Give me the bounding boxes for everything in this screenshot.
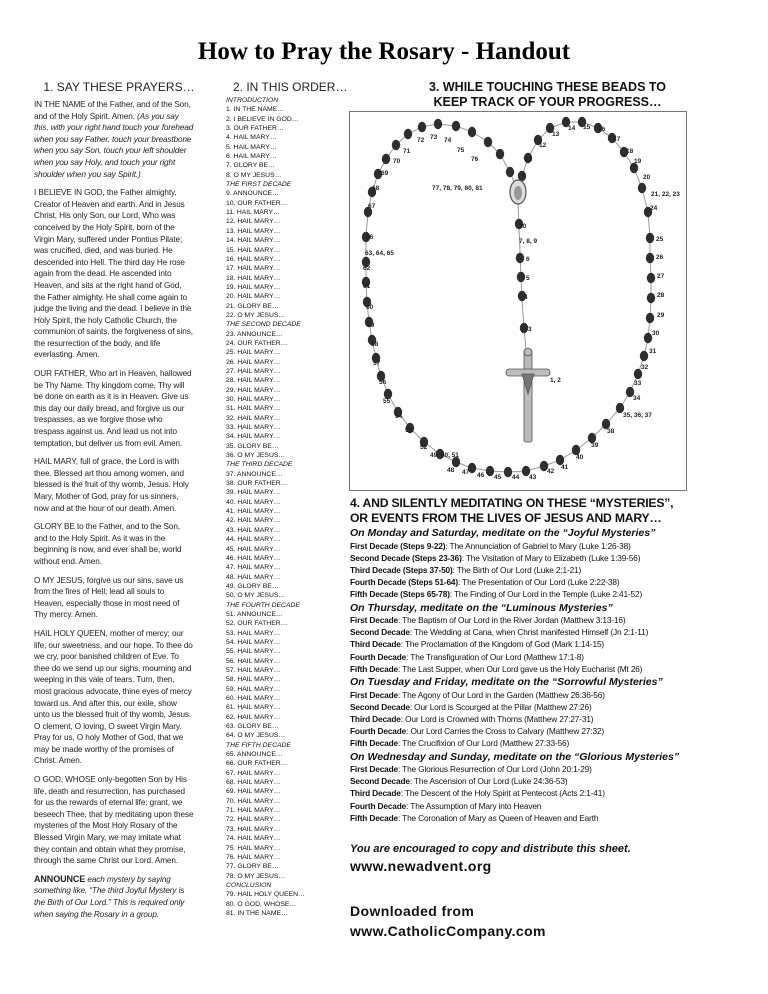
mystery-decade-line <box>350 663 760 675</box>
order-step: 12. HAIL MARY… <box>226 218 281 226</box>
order-step: 76. HAIL MARY… <box>226 853 281 861</box>
decade-label: Fifth Decade <box>350 663 398 674</box>
bead-number-label: 49, 50, 51 <box>430 452 459 459</box>
order-step: 65. ANNOUNCE… <box>226 751 283 759</box>
bead-number-label: 39 <box>591 442 599 449</box>
order-step: 48. HAIL MARY… <box>226 573 281 581</box>
bead-number-label: 18 <box>626 148 634 155</box>
order-step: 29. HAIL MARY… <box>226 386 281 394</box>
order-step: 79. HAIL HOLY QUEEN… <box>226 891 305 899</box>
mystery-decade-line <box>350 725 760 737</box>
decade-mystery-text: : The Last Supper, when Our Lord gave us the Holy Eucharist (Mt 26) <box>398 663 643 674</box>
bead-number-label: 26 <box>656 254 664 261</box>
order-step: 19. HAIL MARY… <box>226 283 281 291</box>
bead-number-label: 40 <box>576 454 584 461</box>
bead-number-label: 47 <box>462 469 470 476</box>
decade-mystery-text: : The Wedding at Cana, when Christ manifested Himself (Jn 2:1-11) <box>409 627 649 638</box>
order-step: 23. ANNOUNCE… <box>226 330 283 338</box>
decade-label: Fourth Decade <box>350 800 407 811</box>
bead-number-label: 5 <box>526 275 530 282</box>
mystery-decade-line <box>350 638 760 650</box>
mystery-decade-line <box>350 626 760 638</box>
order-step: 57. HAIL MARY… <box>226 666 281 674</box>
order-step: 10. OUR FATHER… <box>226 199 288 207</box>
decade-label: Fourth Decade (Steps 51-64) <box>350 577 458 588</box>
bead-number-label: 12 <box>539 142 547 149</box>
decade-mystery-text: : The Presentation of Our Lord (Luke 2:22-38) <box>458 577 620 588</box>
decade-mystery-text: : The Crucifixion of Our Lord (Matthew 27:33-56) <box>398 738 570 749</box>
bead-number-label: 62 <box>363 265 371 272</box>
prayer-name: IN THE NAME <box>34 100 86 109</box>
order-step: 38. OUR FATHER… <box>226 480 288 488</box>
bead-number-label: 32 <box>641 364 649 371</box>
order-section-heading: THE FIRST DECADE <box>226 181 292 189</box>
prayer-paragraph <box>34 521 194 567</box>
bead-number-label: 7, 8, 9 <box>519 238 538 245</box>
decade-mystery-text: : Our Lord is Scourged at the Pillar (Matthew 27:26) <box>409 701 592 712</box>
order-step: 2. I BELIEVE IN GOD… <box>226 115 299 123</box>
catholiccompany-link[interactable]: www.CatholicCompany.com <box>350 923 546 939</box>
order-step: 63. GLORY BE… <box>226 723 279 731</box>
prayer-text: of the Father, and of the Son, and of the Holy Spirit. Amen. <box>34 100 191 121</box>
bead-number-label: 10 <box>519 223 527 230</box>
decade-mystery-text: : The Annunciation of Gabriel to Mary (Luke 1:26-38) <box>445 540 631 551</box>
bead-number-label: 59 <box>367 322 375 329</box>
bead-number-label: 52 <box>420 444 428 451</box>
decade-label: Third Decade (Steps 37-50) <box>350 564 453 575</box>
bead-number-label: 31 <box>649 348 657 355</box>
bead-number-label: 72 <box>417 137 425 144</box>
order-step: 39. HAIL MARY… <box>226 489 281 497</box>
rosary-diagram <box>349 111 687 491</box>
mystery-decade-line <box>350 800 760 812</box>
bead-number-label: 3 <box>528 326 532 333</box>
order-step: 40. HAIL MARY… <box>226 498 281 506</box>
bead-number-label: 1, 2 <box>550 377 561 384</box>
decade-label: First Decade (Steps 9-22) <box>350 540 446 551</box>
order-step: 14. HAIL MARY… <box>226 237 281 245</box>
order-heading: 2. IN THIS ORDER… <box>233 80 348 94</box>
mystery-decade-line <box>350 540 760 552</box>
order-step: 3. OUR FATHER… <box>226 125 284 133</box>
mystery-group-title: On Thursday, meditate on the “Luminous Mysteries” <box>350 601 613 614</box>
beads-heading-line2: KEEP TRACK OF YOUR PROGRESS… <box>433 95 662 109</box>
bead-number-label: 30 <box>652 330 660 337</box>
bead-number-label: 58 <box>371 341 379 348</box>
prayer-text: to the Father, and to the Son, and to the Holy Spirit. As it was in the beginning is now, and ever shall be, world without end. Amen. <box>34 522 182 566</box>
prayers-list <box>34 99 194 920</box>
bead-number-label: 45 <box>494 474 502 481</box>
mystery-groups <box>350 527 760 824</box>
order-step: 67. HAIL MARY… <box>226 769 281 777</box>
order-step: 7. GLORY BE… <box>226 162 275 170</box>
prayer-text: , full of grace, the Lord is with thee. Blessed art thou among women, and blessed is the fruit of thy womb, Jesus. Holy Mary, Mother of God, pray for us sinners, now and at the hour of our death. Amen. <box>34 457 189 513</box>
order-list <box>226 96 336 918</box>
prayer-paragraph <box>34 99 194 180</box>
bead-number-label: 75 <box>457 147 465 154</box>
order-step: 74. HAIL MARY… <box>226 835 281 843</box>
decade-mystery-text: : The Finding of Our Lord in the Temple (Luke 2:41-52) <box>449 589 643 600</box>
order-step: 80. O GOD, WHOSE… <box>226 900 297 908</box>
decade-label: Fifth Decade (Steps 65-78) <box>350 589 450 600</box>
bead-number-label: 28 <box>657 292 665 299</box>
order-section-heading: THE SECOND DECADE <box>226 321 301 329</box>
bead-number-label: 74 <box>444 137 452 144</box>
bead-number-label: 19 <box>634 158 642 165</box>
bead-number-label: 53 <box>405 427 413 434</box>
prayer-name: O GOD, WHOSE <box>34 775 96 785</box>
order-step: 20. HAIL MARY… <box>226 293 281 301</box>
prayer-paragraph <box>34 774 194 867</box>
bead-number-label: 38 <box>607 428 615 435</box>
prayer-text: only-begotten Son by His life, death and resurrection, has purchased for us the rewards of eternal life; grant, we beseech Thee, that by meditating upon these mysteries of the Most Holy Rosary of the Blessed Virgin Mary, we may imitate what they contain and obtain what they promise, through the same Christ our Lord. Amen. <box>34 775 194 866</box>
prayer-text: , the Father almighty, Creator of Heaven and earth. And in Jesus Christ, His only Son, our Lord, Who was conceived by the Holy Spirit, born of the Virgin Mary, suffered under Pontius Pilate; was crucified, died, and was buried. He descended into Hell. The third day He rose again from the dead. He ascended into Heaven, and sits at the right hand of God, the Father almighty. He shall come again to judge the living and the dead. I believe in the Holy Spirit, the holy Catholic Church, the communion of saints, the forgiveness of sins, the resurrection of the body, and life everlasting. Amen. <box>34 188 193 360</box>
bead-number-label: 14 <box>568 125 576 132</box>
decade-mystery-text: : The Birth of Our Lord (Luke 2:1-21) <box>452 564 582 575</box>
bead-number-label: 70 <box>393 158 401 165</box>
order-step: 37. ANNOUNCE… <box>226 470 283 478</box>
bead-number-label: 54 <box>395 413 403 420</box>
order-step: 44. HAIL MARY… <box>226 536 281 544</box>
order-step: 64. O MY JESUS… <box>226 732 286 740</box>
decade-label: Fourth Decade <box>350 651 407 662</box>
order-step: 50. O MY JESUS… <box>226 592 286 600</box>
bead-number-label: 25 <box>656 236 664 243</box>
bead-number-label: 69 <box>381 170 389 177</box>
order-step: 9. ANNOUNCE… <box>226 190 279 198</box>
bead-number-label: 17 <box>613 136 621 143</box>
bead-number-label: 44 <box>512 474 520 481</box>
decade-label: Second Decade <box>350 776 410 787</box>
order-section-heading: THE THIRD DECADE <box>226 461 293 469</box>
prayers-heading: 1. SAY THESE PRAYERS… <box>43 80 195 94</box>
mystery-decade-line <box>350 552 760 564</box>
prayer-name: I BELIEVE IN GOD <box>34 188 103 198</box>
decade-label: Second Decade <box>350 701 410 712</box>
order-step: 60. HAIL MARY… <box>226 695 281 702</box>
bead-number-label: 63, 64, 65 <box>365 250 394 257</box>
decade-label: First Decade <box>350 689 399 700</box>
prayer-name: HAIL MARY <box>34 457 76 467</box>
prayer-text: , forgive us our sins, save us from the fires of Hell; lead all souls to Heaven, especially those in most need of Thy mercy. Amen. <box>34 575 184 620</box>
order-section-heading: THE FOURTH DECADE <box>226 601 300 609</box>
order-step: 45. HAIL MARY… <box>226 545 281 553</box>
bead-number-label: 13 <box>552 131 560 138</box>
mystery-group-title: On Wednesday and Sunday, meditate on the “Glorious Mysteries” <box>350 750 680 763</box>
order-step: 33. HAIL MARY… <box>226 424 281 432</box>
bead-number-label: 48 <box>447 467 455 474</box>
bead-number-label: 4 <box>524 294 528 301</box>
bead-number-label: 35, 36, 37 <box>623 412 652 419</box>
order-step: 81. IN THE NAME… <box>226 909 288 917</box>
rosary-beads-illustration <box>350 112 688 492</box>
order-step: 71. HAIL MARY… <box>226 807 281 815</box>
order-step: 75. HAIL MARY… <box>226 844 281 852</box>
decade-mystery-text: : The Agony of Our Lord in the Garden (Matthew 26:36-56) <box>398 689 605 700</box>
prayer-name: O MY JESUS <box>34 575 83 585</box>
order-step: 1. IN THE NAME… <box>226 106 285 114</box>
bead-number-label: 20 <box>643 174 651 181</box>
bead-number-label: 76 <box>471 156 479 163</box>
order-step: 61. HAIL MARY… <box>226 704 281 712</box>
mystery-decade-line <box>350 651 760 663</box>
mystery-decade-line <box>350 576 760 588</box>
bead-number-label: 6 <box>526 256 530 263</box>
decade-label: First Decade <box>350 615 399 626</box>
mystery-decade-line <box>350 713 760 725</box>
decade-mystery-text: : The Assumption of Mary into Heaven <box>406 800 542 811</box>
order-step: 55. HAIL MARY… <box>226 648 281 656</box>
order-step: 36. O MY JESUS… <box>226 452 286 460</box>
mystery-group-title: On Tuesday and Friday, meditate on the “Sorrowful Mysteries” <box>350 676 663 689</box>
order-step: 21. GLORY BE… <box>226 302 279 310</box>
decade-label: Fifth Decade <box>350 812 398 823</box>
copy-note: You are encouraged to copy and distribute this sheet. <box>350 843 631 855</box>
bead-number-label: 21, 22, 23 <box>651 191 680 198</box>
decade-mystery-text: : The Visitation of Mary to Elizabeth (Luke 1:39-56) <box>461 552 641 563</box>
order-section-heading: CONCLUSION <box>226 881 272 889</box>
bead-number-label: 60 <box>366 304 374 311</box>
order-step: 22. O MY JESUS… <box>226 311 286 319</box>
prayers-column <box>34 80 194 927</box>
announce-note <box>34 874 194 920</box>
order-step: 18. HAIL MARY… <box>226 274 281 282</box>
order-step: 47. HAIL MARY… <box>226 564 281 572</box>
order-step: 49. GLORY BE… <box>226 582 279 590</box>
decade-label: Fifth Decade <box>350 738 398 749</box>
bead-number-label: 71 <box>403 148 411 155</box>
beads-heading <box>405 80 690 110</box>
decade-label: First Decade <box>350 764 399 775</box>
beads-heading-line1: 3. WHILE TOUCHING THESE BEADS TO <box>428 80 667 94</box>
prayer-text: , mother of mercy; our life, our sweetness, and our hope. To thee do we cry, poor banished children of Eve. To thee do we send up our sighs, mourning and weeping in this vale of tears. Turn, then, most gracious advocate, thine eyes of mercy toward us. And after this, our exile, show unto us the blessed fruit of thy womb, Jesus. O clement, O loving, O sweet Virgin Mary. Pray for us, O holy Mother of God, that we may be made worthy of the promises of Christ. Amen. <box>34 628 193 766</box>
decade-label: Third Decade <box>350 639 401 650</box>
bead-number-label: 66 <box>366 234 374 241</box>
mysteries-heading-line2: OR EVENTS FROM THE LIVES OF JESUS AND MARY… <box>350 511 662 525</box>
bead-number-label: 29 <box>657 312 665 319</box>
order-step: 6. HAIL MARY… <box>226 153 277 161</box>
order-step: 27. HAIL MARY… <box>226 367 281 375</box>
order-step: 41. HAIL MARY… <box>226 508 281 516</box>
order-step: 73. HAIL MARY… <box>226 825 281 833</box>
order-section-heading: INTRODUCTION <box>226 97 279 104</box>
decade-mystery-text: : The Proclamation of the Kingdom of God (Mark 1:14-15) <box>400 639 605 650</box>
order-step: 58. HAIL MARY… <box>226 676 281 684</box>
decade-mystery-text: : The Glorious Resurrection of Our Lord (John 20:1-29) <box>398 764 592 775</box>
bead-number-label: 67 <box>368 203 376 210</box>
bead-number-label: 43 <box>529 474 537 481</box>
order-step: 54. HAIL MARY… <box>226 638 281 646</box>
order-step: 16. HAIL MARY… <box>226 255 281 263</box>
order-step: 13. HAIL MARY… <box>226 227 281 235</box>
decade-mystery-text: : Our Lord is Crowned with Thorns (Matthew 27:27-31) <box>400 713 594 724</box>
decade-label: Third Decade <box>350 713 401 724</box>
bead-number-label: 41 <box>561 464 569 471</box>
prayer-name: HAIL HOLY QUEEN <box>34 628 106 638</box>
order-step: 32. HAIL MARY… <box>226 414 281 422</box>
order-step: 77. GLORY BE… <box>226 863 279 871</box>
order-step: 28. HAIL MARY… <box>226 377 281 385</box>
centerpiece-medal-icon <box>510 180 526 204</box>
order-step: 72. HAIL MARY… <box>226 816 281 824</box>
decade-mystery-text: : The Descent of the Holy Spirit at Pentecost (Acts 2:1-41) <box>400 788 605 799</box>
bead-number-label: 27 <box>657 273 665 280</box>
mystery-decade-line <box>350 737 760 749</box>
prayer-paragraph <box>34 187 194 361</box>
order-step: 59. HAIL MARY… <box>226 685 281 693</box>
order-step: 46. HAIL MARY… <box>226 554 281 562</box>
order-step: 68. HAIL MARY… <box>226 779 281 787</box>
prayer-paragraph <box>34 368 194 449</box>
order-section-heading: THE FIFTH DECADE <box>226 741 291 749</box>
prayer-name: OUR FATHER <box>34 369 86 379</box>
decade-label: Fourth Decade <box>350 726 407 737</box>
mystery-group-title: On Monday and Saturday, meditate on the “Joyful Mysteries” <box>350 527 656 539</box>
order-column <box>226 80 348 918</box>
decade-mystery-text: : The Transfiguration of Our Lord (Matthew 17:1-8) <box>406 651 584 662</box>
order-step: 53. HAIL MARY… <box>226 629 281 637</box>
bead-number-label: 34 <box>633 395 641 402</box>
order-step: 35. GLORY BE… <box>226 442 279 450</box>
bead-number-label: 73 <box>430 134 438 141</box>
bead-number-label: 55 <box>383 398 391 405</box>
bead-number-label: 46 <box>477 472 485 479</box>
bead-number-label: 77, 78, 79, 80, 81 <box>432 185 483 192</box>
mystery-decade-line <box>350 701 760 713</box>
page-title: How to Pray the Rosary - Handout <box>197 38 571 65</box>
prayer-paragraph <box>34 575 194 621</box>
bead-number-label: 16 <box>598 126 606 133</box>
order-step: 66. OUR FATHER… <box>226 760 288 768</box>
order-step: 69. HAIL MARY… <box>226 788 281 796</box>
newadvent-link[interactable]: www.newadvent.org <box>350 858 492 874</box>
order-step: 51. ANNOUNCE… <box>226 610 283 618</box>
mystery-decade-line <box>350 564 760 576</box>
order-step: 52. OUR FATHER… <box>226 620 288 628</box>
mystery-decade-line <box>350 787 760 799</box>
bead-number-label: 61 <box>363 283 371 290</box>
decade-label: Third Decade <box>350 788 401 799</box>
bead-number-label: 68 <box>372 185 380 192</box>
decade-mystery-text: : The Baptism of Our Lord in the River Jordan (Matthew 3:13-16) <box>398 615 626 626</box>
order-step: 8. O MY JESUS… <box>226 171 282 179</box>
bead-number-label: 42 <box>547 468 555 475</box>
announce-text: each mystery by saying something like, “The third Joyful Mystery is the Birth of Our Lord.” This is required only when saying the Rosary in a group. <box>34 874 185 919</box>
order-step: 31. HAIL MARY… <box>226 405 281 413</box>
order-step: 5. HAIL MARY… <box>226 143 277 151</box>
order-step: 24. OUR FATHER… <box>226 339 288 347</box>
mysteries-section <box>350 496 760 824</box>
bead-number-label: 15 <box>583 124 591 131</box>
order-step: 42. HAIL MARY… <box>226 517 281 525</box>
crucifix-icon <box>506 348 550 442</box>
decade-label: Second Decade (Steps 23-36) <box>350 552 462 563</box>
bead-number-label: 33 <box>634 380 642 387</box>
mysteries-heading-line1: 4. AND SILENTLY MEDITATING ON THESE “MYSTERIES”, <box>350 496 674 510</box>
bead-number-label: 24 <box>650 205 658 212</box>
order-step: 56. HAIL MARY… <box>226 657 281 665</box>
bead-number-label: 11 <box>525 156 532 163</box>
decade-mystery-text: : The Ascension of Our Lord (Luke 24:36-53) <box>409 776 568 787</box>
order-step: 30. HAIL MARY… <box>226 396 281 403</box>
order-step: 43. HAIL MARY… <box>226 526 281 534</box>
downloaded-from-label: Downloaded from <box>350 903 475 919</box>
mystery-decade-line <box>350 812 760 824</box>
order-step: 17. HAIL MARY… <box>226 265 281 273</box>
mystery-decade-line <box>350 775 760 787</box>
order-step: 4. HAIL MARY… <box>226 134 277 142</box>
bead-number-label: 57 <box>373 360 381 367</box>
mystery-decade-line <box>350 588 760 600</box>
order-step: 15. HAIL MARY… <box>226 246 281 254</box>
prayer-instruction: (As you say this, with your right hand touch your forehead when you say Father, touch your breastbone when you say Son, touch your left shoulder when you say Holy, and touch your right shoulder when you say Spirit.) <box>34 111 194 179</box>
order-step: 62. HAIL MARY… <box>226 713 281 721</box>
announce-label: ANNOUNCE <box>34 873 86 884</box>
mystery-decade-line <box>350 614 760 626</box>
order-step: 11. HAIL MARY… <box>226 209 280 217</box>
prayer-name: GLORY BE <box>34 522 75 532</box>
order-step: 25. HAIL MARY… <box>226 349 281 357</box>
bead-number-label: 56 <box>379 379 387 386</box>
mystery-decade-line <box>350 763 760 775</box>
prayer-paragraph <box>34 456 194 514</box>
prayer-paragraph <box>34 628 194 767</box>
mystery-decade-line <box>350 689 760 701</box>
decade-mystery-text: : The Coronation of Mary as Queen of Heaven and Earth <box>398 812 599 823</box>
order-step: 78. O MY JESUS… <box>226 872 286 880</box>
decade-label: Second Decade <box>350 627 410 638</box>
order-step: 26. HAIL MARY… <box>226 358 281 366</box>
prayer-text: , Who art in Heaven, hallowed be Thy Name. Thy kingdom come, Thy will be done on earth as it is in Heaven. Give us this day our daily bread, and forgive us our trespasses, as we forgive those who trespass against us. And lead us not into temptation, but deliver us from evil. Amen. <box>34 369 192 448</box>
order-step: 34. HAIL MARY… <box>226 433 281 441</box>
order-step: 70. HAIL MARY… <box>226 797 281 805</box>
decade-mystery-text: : Our Lord Carries the Cross to Calvary (Matthew 27:32) <box>406 726 605 737</box>
